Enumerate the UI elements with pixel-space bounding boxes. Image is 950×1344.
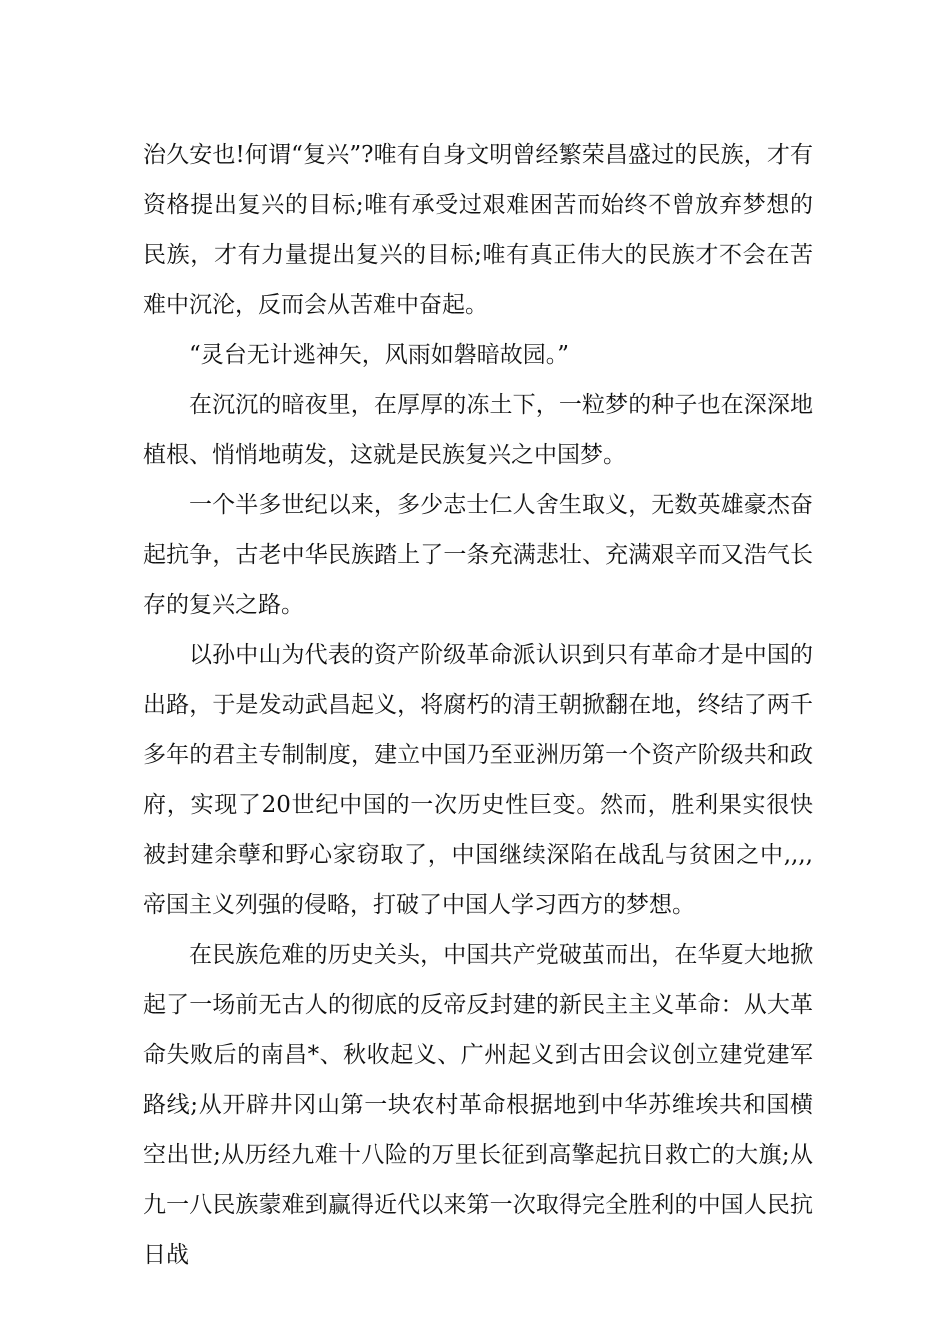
paragraph-1: 治久安也!何谓“复兴”?唯有自身文明曾经繁荣昌盛过的民族，才有资格提出复兴的目标;唯有承受过艰难困苦而始终不曾放弃梦想的民族，才有力量提出复兴的目标;唯有真正伟大的民族才不会在苦难中沉沦，反而会从苦难中奋起。 — [143, 142, 813, 318]
paragraph-4: 一个半多世纪以来，多少志士仁人舍生取义，无数英雄豪杰奋起抗争，古老中华民族踏上了一条充满悲壮、充满艰辛而又浩气长存的复兴之路。 — [143, 492, 813, 618]
paragraph-5: 以孙中山为代表的资产阶级革命派认识到只有革命才是中国的出路，于是发动武昌起义，将腐朽的清王朝掀翻在地，终结了两千多年的君主专制制度，建立中国乃至亚洲历第一个资产阶级共和政府，实现了20世纪中国的一次历史性巨变。然而，胜利果实很快被封建余孽和野心家窃取了，中国继续深陷在战乱与贫困之中,,,,帝国主义列强的侵略，打破了中国人学习西方的梦想。 — [143, 642, 813, 918]
document-body — [143, 130, 813, 1280]
paragraph-6: 在民族危难的历史关头，中国共产党破茧而出，在华夏大地掀起了一场前无古人的彻底的反帝反封建的新民主主义革命：从大革命失败后的南昌*、秋收起义、广州起义到古田会议创立建党建军路线;从开辟井冈山第一块农村革命根据地到中华苏维埃共和国横空出世;从历经九难十八险的万里长征到高擎起抗日救亡的大旗;从九一八民族蒙难到赢得近代以来第一次取得完全胜利的中国人民抗日战 — [143, 942, 813, 1268]
paragraph-3: 在沉沉的暗夜里，在厚厚的冻土下，一粒梦的种子也在深深地植根、悄悄地萌发，这就是民族复兴之中国梦。 — [143, 392, 813, 468]
paragraph-2-quote: “灵台无计逃神矢，风雨如磐暗故园。” — [189, 342, 570, 368]
